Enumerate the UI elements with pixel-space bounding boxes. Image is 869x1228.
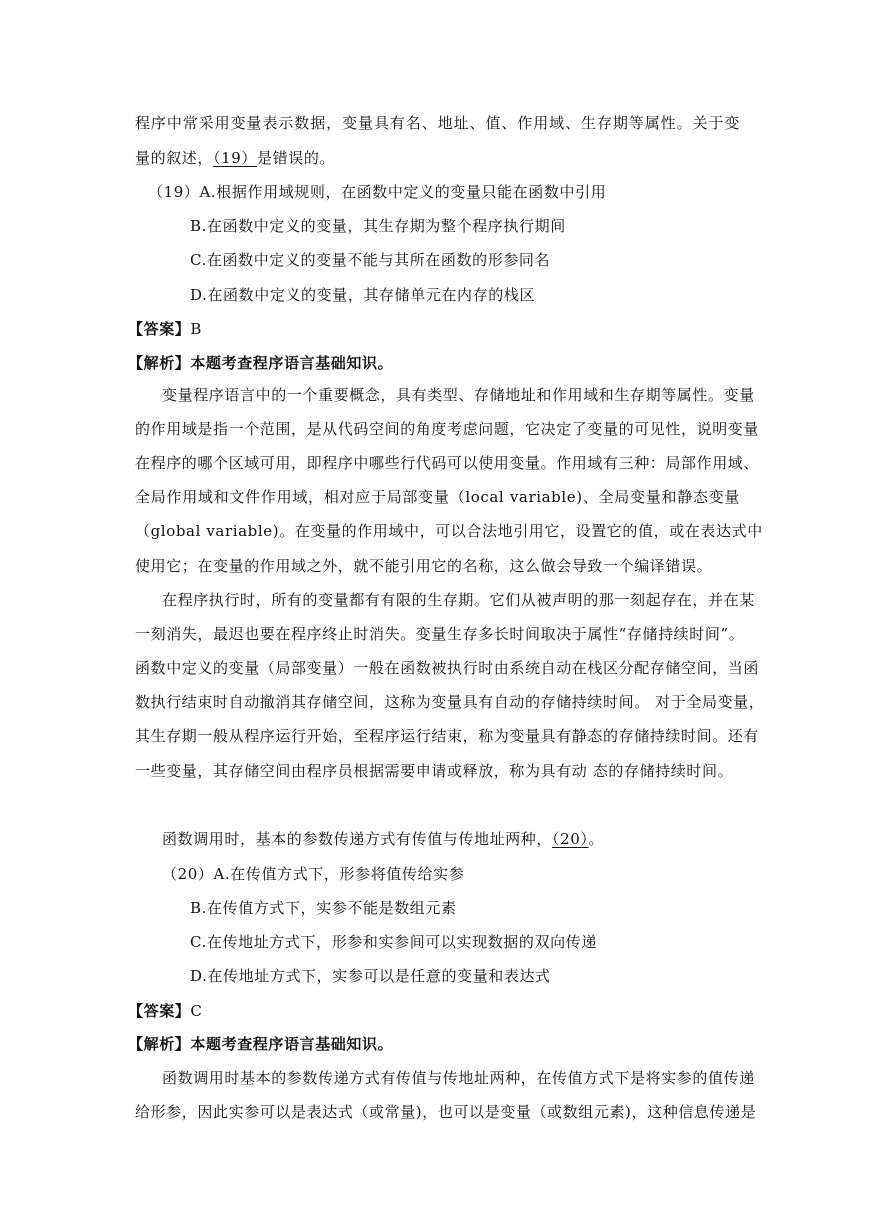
q20-option-c: C.在传地址方式下，形参和实参间可以实现数据的双向传递 [190,933,597,951]
analysis-title: 本题考查程序语言基础知识。 [190,354,394,372]
answer-label: 【答案】 [128,320,191,338]
q19-p1-line-3: 在程序的哪个区域可用，即程序中哪些行代码可以使用变量。作用域有三种：局部作用域、 [135,454,760,472]
q19-answer [128,319,202,339]
q19-option-c: C.在函数中定义的变量不能与其所在函数的形参同名 [190,251,551,269]
q20-option-b: B.在传值方式下，实参不能是数组元素 [190,899,457,917]
q19-stem-tail: 是错误的。 [257,149,336,167]
q19-p1-line-5: （global variable)。在变量的作用域中，可以合法地引用它，设置它的值，或在表达式中 [135,522,763,540]
q19-p2-line-2: 一刻消失，最迟也要在程序终止时消失。变量生存多长时间取决于属性“存储持续时间”。 [135,625,745,643]
q19-p2-line-3: 函数中定义的变量（局部变量）一般在函数被执行时由系统自动在栈区分配存储空间，当函 [135,659,760,677]
q19-p2-line-5: 其生存期一般从程序运行开始，至程序运行结束，称为变量具有静态的存储持续时间。还有 [135,727,760,745]
q19-stem-line-1: 程序中常采用变量表示数据，变量具有名、地址、值、作用域、生存期等属性。关于变 [135,114,740,132]
q19-p2-line-4: 数执行结束时自动撤消其存储空间，这称为变量具有自动的存储持续时间。 对于全局变量， [135,693,765,711]
analysis-label: 【解析】 [128,1035,191,1053]
q19-p2-line-1: 在程序执行时，所有的变量都有有限的生存期。它们从被声明的那一刻起存在，并在某 [162,591,755,609]
q19-option-d: D.在函数中定义的变量，其存储单元在内存的栈区 [190,286,536,304]
q19-stem-text: 量的叙述， [135,149,214,167]
q20-option-d: D.在传地址方式下，实参可以是任意的变量和表达式 [190,967,551,985]
q19-p1-line-2: 的作用域是指一个范围，是从代码空间的角度考虑问题，它决定了变量的可见性，说明变量 [135,420,760,438]
q20-option-a: （20）A.在传值方式下，形参将值传给实参 [162,865,465,883]
q19-p1-line-4: 全局作用域和文件作用域，相对应于局部变量（local variable)、全局变量和静态变量 [135,488,740,506]
q20-p1-line-1: 函数调用时基本的参数传递方式有传值与传地址两种，在传值方式下是将实参的值传递 [162,1069,755,1087]
q19-p1-line-1: 变量程序语言中的一个重要概念，具有类型、存储地址和作用域和生存期等属性。变量 [162,386,755,404]
q20-blank: （20） [552,830,589,848]
q20-stem [162,829,604,849]
q19-analysis-heading [128,353,393,373]
q19-option-a: （19）A.根据作用域规则，在函数中定义的变量只能在函数中引用 [148,183,607,201]
q20-p1-line-2: 给形参，因此实参可以是表达式（或常量)，也可以是变量（或数组元素)，这种信息传递是 [135,1103,757,1121]
analysis-title: 本题考查程序语言基础知识。 [190,1035,394,1053]
answer-label: 【答案】 [128,1002,191,1020]
q19-blank: （19） [213,149,258,167]
q19-stem-line-2 [135,148,335,168]
q20-answer [128,1001,202,1021]
q19-p2-line-6: 一些变量，其存储空间由程序员根据需要申请或释放，称为具有动 态的存储持续时间。 [135,762,734,780]
q19-option-b: B.在函数中定义的变量，其生存期为整个程序执行期间 [190,217,566,235]
answer-value: C [190,1002,203,1020]
q20-stem-tail: 。 [588,830,605,848]
q20-stem-text: 函数调用时，基本的参数传递方式有传值与传地址两种， [162,830,553,848]
analysis-label: 【解析】 [128,354,191,372]
q20-analysis-heading [128,1034,393,1054]
answer-value: B [190,320,203,338]
q19-p1-line-6: 使用它；在变量的作用域之外，就不能引用它的名称，这么做会导致一个编译错误。 [135,557,713,575]
